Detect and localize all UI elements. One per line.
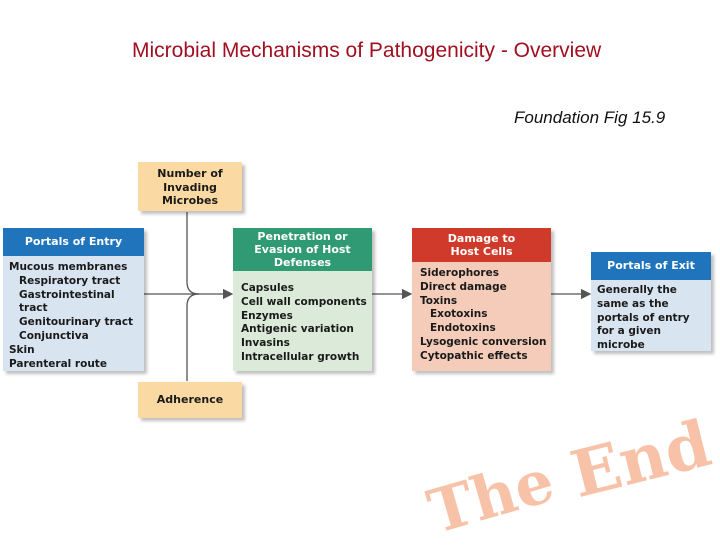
- list-item: Skin: [9, 343, 35, 356]
- portals-of-entry-box: [3, 228, 144, 371]
- list-item: Endotoxins: [430, 322, 496, 335]
- list-item: Conjunctiva: [19, 329, 89, 342]
- adherence-box: [138, 382, 242, 418]
- list-item: Gastrointestinal tract: [19, 288, 115, 315]
- list-item: Enzymes: [241, 309, 293, 322]
- figure-reference: Foundation Fig 15.9: [514, 108, 666, 127]
- portals-of-exit-text: Generally the same as the portals of entry for a given microbe: [597, 284, 690, 352]
- portals-of-entry-list: [3, 256, 144, 371]
- number-of-microbes-label: Number of Invading Microbes: [157, 167, 223, 207]
- list-item: Mucous membranes: [9, 261, 128, 273]
- list-item: Direct damage: [420, 280, 507, 293]
- list-item: Intracellular growth: [241, 350, 360, 363]
- penetration-header: Penetration or Evasion of Host Defenses: [233, 228, 372, 271]
- list-item: Capsules: [241, 282, 295, 294]
- list-item: Cell wall components: [241, 295, 367, 308]
- adherence-line: [187, 294, 199, 381]
- penetration-box: [233, 228, 372, 371]
- portals-of-entry-header: Portals of Entry: [3, 228, 144, 256]
- watermark-end: End: [563, 406, 718, 513]
- number-line: [187, 212, 199, 294]
- slide-title: Microbial Mechanisms of Pathogenicity - Overview: [132, 39, 602, 62]
- list-item: Invasins: [241, 337, 290, 350]
- damage-list: [412, 262, 551, 364]
- damage-header: Damage to Host Cells: [412, 228, 551, 262]
- list-item: Respiratory tract: [19, 274, 121, 287]
- number-of-microbes-box: [138, 162, 242, 211]
- list-item: Genitourinary tract: [19, 316, 134, 329]
- damage-box: [412, 228, 551, 371]
- portals-of-exit-header: Portals of Exit: [591, 252, 711, 280]
- list-item: Cytopathic effects: [420, 349, 528, 362]
- portals-of-exit-box: [591, 252, 711, 351]
- list-item: Lysogenic conversion: [420, 335, 547, 348]
- list-item: Siderophores: [420, 267, 499, 279]
- penetration-list: [233, 271, 372, 365]
- list-item: Parenteral route: [9, 357, 107, 370]
- adherence-label: Adherence: [156, 393, 224, 406]
- watermark-the: The: [420, 445, 562, 548]
- list-item: Antigenic variation: [241, 323, 354, 336]
- list-item: Exotoxins: [430, 308, 488, 321]
- list-item: Toxins: [420, 294, 458, 307]
